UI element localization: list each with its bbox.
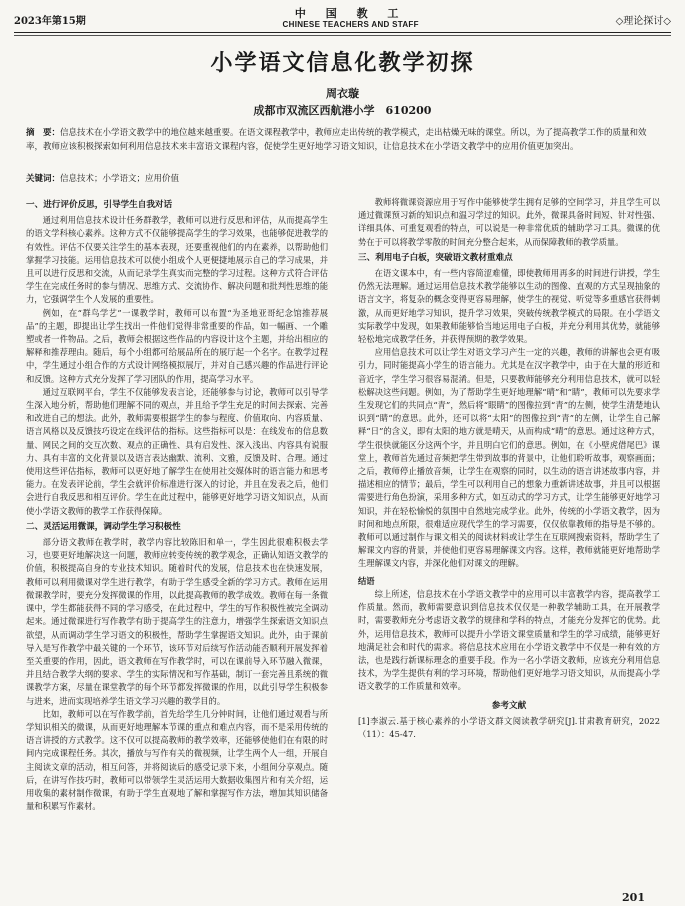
- section-heading: 一、进行评价反思，引导学生自我对话: [26, 200, 173, 210]
- page-number: 201: [622, 891, 645, 904]
- article-title: 小学语文信息化教学初探: [210, 50, 475, 76]
- body-paragraph: 教师将微课资源应用于写作中能够使学生拥有足够的空间学习，并且学生可以通过微课预习新的知识点和温习学过的知识。此外，微课具备时间短、针对性强、详细具体、可重复观看的特点，可以说是一种非常优质的辅助学习工具。微课的优势在于可以将教学零散的时间充分整合起来，从而保障教师的教学质量。: [358, 197, 660, 247]
- body-paragraph: 应用信息技术可以让学生对语文学习产生一定的兴趣，教师的讲解也会更有吸引力，同时能提高小学生的语言能力。尤其是在汉字教学中，由于在大量的形近和音近字，学生学习很容易混淆。但是，只要教师能够充分利用信息技术，就可以轻松解决这些问题。例如，为了帮助学生更好地理解“晴”和“睛”，教师可以先要求学生发现它们的共同点“青”，然后将“眼睛”的图像拉到“青”的左侧，使学生清楚地认识到“睛”的意思。此外，还可以将“太阳”的图像拉到“青”的左侧，让学生自己解释“日”的含义，即有太阳的地方就是晴天，从而构成“晴”的意思。通过这种方式，学生很快就能区分这两个字，并且明白它们的意思。例如，在《小壁虎借尾巴》课堂上，教师首先通过音频把学生带到故事的背景中，让他们聆听故事，观察画面；之后，教师停止播放音频，让学生在观察的同时，以生动的语言讲述故事内容，并描述相应的情节；最后，学生可以利用自己的想象力重新讲述故事，并且可以根据需要进行角色扮演，采用多种方式，如互动式的学习方式，让学生能够更好地学习知识，并在轻松愉悦的氛围中自然地完成学业。此外，传统的小学语文教学，因为时间和地点所限，很难适应现代学生的学习需要，仅仅依靠教师的指导是不够的。教师可以通过制作与课文相关的阅读材料或让学生在互联网搜索资料，帮助学生了解课文内容的背景，并使他们更容易理解课文内容。这样，教师就能更好地帮助学生理解课文内容，并深化他们对课文的理解。: [358, 347, 660, 569]
- header-rule-thin: [14, 35, 671, 36]
- journal-name-cn: 中 国 教 工: [294, 7, 407, 20]
- journal-masthead: [283, 8, 419, 30]
- body-paragraph: 通过互联网平台，学生不仅能够发表言论，还能够参与讨论，教师可以引导学生深入地分析，帮助他们理解不同的观点，并且给予学生充足的时间去探索、完善和改进自己的想法。此外，教师需要根据学生的参与程度、价值取向、内容质量、语言风格以及反馈技巧设定在线评估的指标。这些指标可以是：在线发布的信息数量、网民之间的交互次数、观点的正确性、具有启发性、深入浅出、内容具有说服力、具有丰富的文化背景以及语言表达幽默、流利、文雅，反馈及时、合理。通过使用这些评估指标，教师可以更好地了解学生在使用社交媒体时的语言能力和思考能力。在发表评论前，学生会就评价标准进行深入的讨论，并且在发表之后，他们会进行自我反思和相互评价。学生在此过程中，能够更好地学习语文知识点，从而使小学语文教师的教学工作获得保障。: [26, 386, 328, 516]
- body-paragraph: 比如，教师可以在写作教学前，首先给学生几分钟时间，让他们通过观看与所学知识相关的微课，从而更好地理解本节课的重点和难点内容，而不是采用传统的语言讲授的方式教学。这不仅可以提高教师的教学效率，还能够使他们在有限的时间内完成课程任务。其次，播放与写作有关的微视频，让学生两个人一组，开展自主阅读文章的活动，相互问答，并将阅读后的感受记录下来，小组间分享观点。随后，在讲写作技巧时，教师可以带领学生灵活运用大数据收集图片和有关介绍，运用收集的素材制作微课，有助于学生直观地了解和掌握写作方法，增加其知识储备量和积累写作素材。: [26, 708, 328, 812]
- header-rule: [14, 32, 671, 33]
- abstract-label: 摘 要：: [26, 128, 61, 138]
- journal-name-en: CHINESE TEACHERS AND STAFF: [282, 20, 419, 29]
- body-paragraph: 部分语文教师在教学时，教学内容比较陈旧和单一，学生因此很难积极去学习，也要更好地解决这一问题，教师应转变传统的教学观念，正确认知语文教学的价值，积极提高自身的专业技术知识。随着时代的发展，信息技术也在快速发展，教师可以利用微课对学生进行教学，有助于学生感受全新的学习方式。教师在运用微课教学时，要充分发挥微课的作用，以此提高教师的教学成效。教师在每一条微课中，学生都能获得不同的学习感受，在此过程中，学生的写作积极性被完全调动起来。通过微课进行写作教学有助于提高学生的注意力，增强学生探索语文知识点欲望，从而调动学生学习语文的积极性，帮助学生掌握语文知识。此外，由于课前导入是写作教学中最关键的一个环节，该环节对后续写作活动能否顺利开展发挥着至关重要的作用，因此，语文教师在写作教学时，可以在课前导入环节融入微课，并且结合教学大纲的要求、学生的实际情况和写作基础，制订一套完善且系统的微课教学方案，尽量在课堂教学的每个环节都发挥微课的作用，以此引导学生积极参与进来，进而实现培养学生语文学习兴趣的教学目的。: [26, 537, 328, 706]
- conclusion-heading: 结语: [358, 575, 375, 586]
- keywords: [26, 172, 659, 186]
- keywords-label: 关键词：: [26, 174, 61, 184]
- section-heading: 二、灵活运用微课，调动学生学习积极性: [26, 521, 181, 532]
- abstract: [26, 126, 659, 154]
- body-column-left: [26, 196, 328, 896]
- column-label: ◇理论探讨◇: [615, 15, 671, 27]
- body-column-right: [358, 196, 660, 896]
- body-paragraph: 在语文课本中，有一些内容简涩难懂，即使教师用再多的时间进行讲授，学生仍然无法理解。通过运用信息技术教学能够以生动的图像、直观的方式呈现抽象的语言文字，将复杂的概念变得更容易理解，使学生的视觉、听觉等多重感官获得刺激，从而更好地学习知识，提升学习效果，突破传统教学模式的局限。在小学语文实际教学中发现，如果教师能够恰当地运用电子白板，并充分利用其优势，就能够轻松地完成教学任务，并获得预期的教学效果。: [358, 268, 660, 345]
- body-paragraph: 通过利用信息技术设计任务群教学，教师可以进行反思和评估，从而提高学生的语文学科核心素养。这种方式不仅能够提高学生的学习效果，也能够促进教学的有效性。评估不仅要关注学生的基本表现，还要重视他们的内在素养，以帮助他们掌握学习技能。运用信息技术可以使小组成个人更便捷地展示自己的学习成果，并且可以进行反思和交流，从而记录学生真实而完整的学习过程。这种方式符合评估学生在完成任务时的参与情况、思维方式、交流协作、解决问题和批判性思维的能力，它强调学生个人发展的重要性。: [26, 215, 328, 305]
- section-heading: 三、利用电子白板，突破语文教材重难点: [358, 252, 513, 263]
- issue-label: 2023年第15期: [14, 15, 86, 27]
- conclusion-paragraph: 综上所述，信息技术在小学语文教学中的应用可以丰富教学内容，提高教学工作质量。然而，教师需要意识到信息技术仅仅是一种教学辅助工具，在开展教学时，需要教师充分考虑语文教学的规律和学科的特点，才能充分发挥它的优势。此外，运用信息技术，教师可以提升小学语文课堂质量和学生的学习成绩，能够更好地满足社会和时代的需求。将信息技术应用在小学语文教学中不仅是一种有效的方法，也是践行新课标理念的重要手段。作为一名小学语文教师，应该充分利用信息技术，为学生提供有利的学习环境，帮助他们更好地学习语文知识，从而提高小学语文教学的工作质量和效率。: [358, 588, 660, 692]
- running-header: [14, 6, 671, 32]
- article-author: 周衣璇: [326, 87, 359, 100]
- body-paragraph: 例如，在“群鸟学艺”一课教学时，教师可以布置“为圣地亚哥纪念馆推荐展品”的主题，即提出让学生找出一件他们觉得非常重要的作品，如一幅画、一个雕塑或者一件物品。之后，教师会根据这些作品的内容设计这个主题，并给出相应的解释和推荐理由。随后，每个小组都可给展品所在的展厅起一个名字。在教学过程中，学生通过小组合作的方式设计网络模拟展厅，并对自己感兴趣的作品进行评论和反馈。这种方式充分发挥了学习团队的作用，提高学习水平。: [26, 307, 328, 384]
- article-affiliation: 成都市双流区西航港小学 610200: [253, 104, 432, 117]
- references-heading: 参考文献: [491, 700, 527, 711]
- reference-item: [1]李淑云.基于核心素养的小学语文群文阅读教学研究[J].甘肃教育研究，2022（11）：45-47.: [358, 715, 660, 739]
- keywords-text: 信息技术；小学语文；应用价值: [60, 174, 180, 184]
- abstract-text: 信息技术在小学语文教学中的地位越来越重要。在语文课程教学中，教师应走出传统的教学模式，走出枯燥无味的课堂。所以，为了提高教学工作的质量和效率，教师应该积极探索如何利用信息技术来丰富语文课程内容，促使学生更好地学习语文知识，让信息技术在小学语文教学中的应用价值更加突出。: [26, 128, 647, 152]
